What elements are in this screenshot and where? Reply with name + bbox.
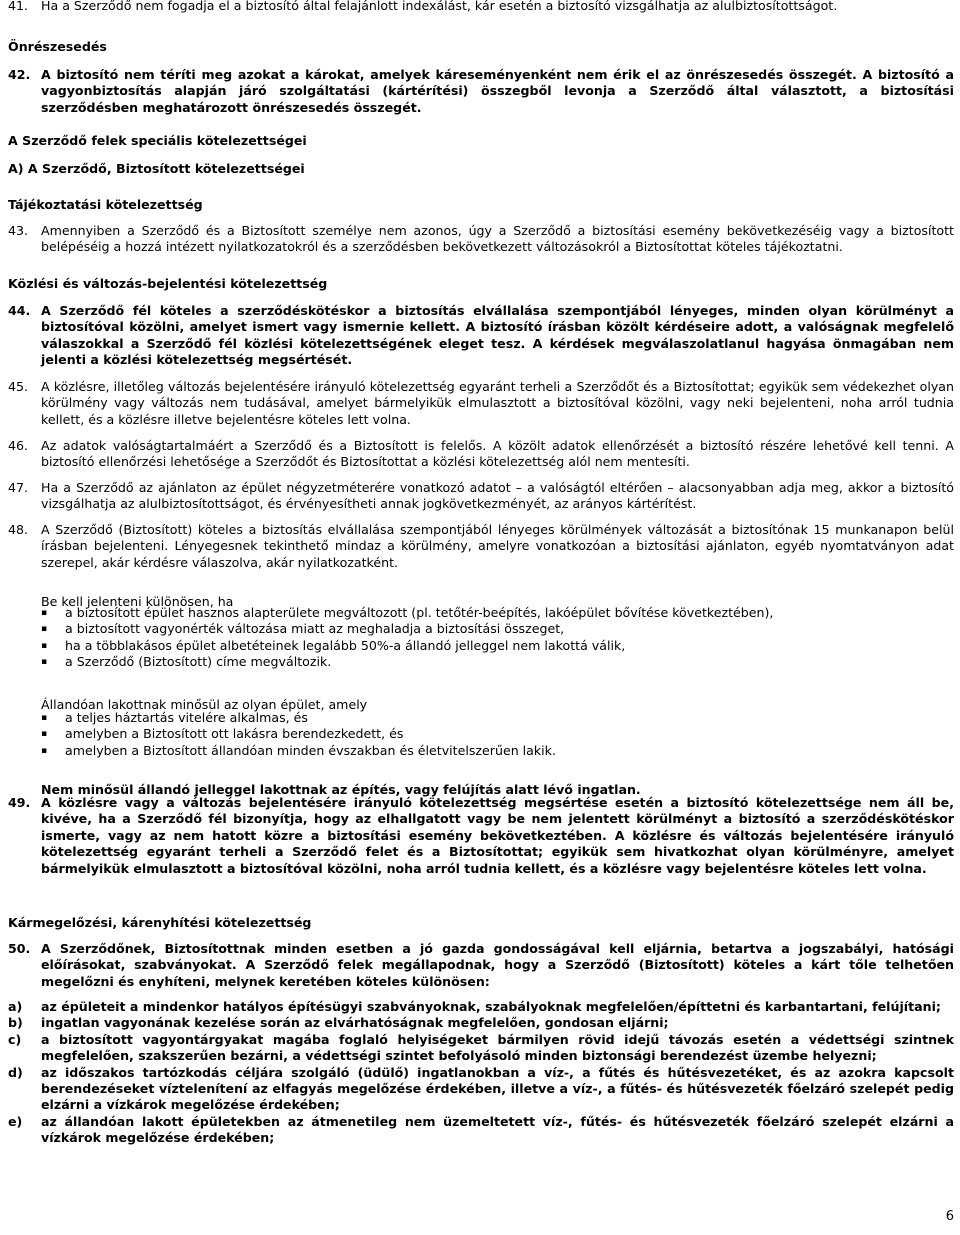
paragraph-text: Amennyiben a Szerződő és a Biztosított személye nem azonos, úgy a Szerződő a biztosítási esemény bekövetkezéséig vagy a biztosított belépéséig a hozzá intézett nyilatkozatokról és a szerződésben bekövetkezett változásokról a Biztosítottat köteles tájékoztatni. <box>41 223 954 255</box>
list-item: ▪ a teljes háztartás vitelére alkalmas, és <box>41 710 308 725</box>
list-item: ▪ a biztosított épület hasznos alapterülete megváltozott (pl. tetőtér-beépítés, lakóépület bővítése következtében), <box>41 605 774 620</box>
paragraph-number: 48. <box>8 522 29 537</box>
paragraph-number: 42. <box>8 67 31 82</box>
note-nem-minosul: Nem minősül állandó jelleggel lakottnak az építés, vagy felújítás alatt lévő ingatlan. <box>41 781 641 797</box>
paragraph-number: 47. <box>8 480 29 495</box>
paragraph-44 <box>8 303 954 369</box>
list-item: ▪ a Szerződő (Biztosított) címe megváltozik. <box>41 654 332 670</box>
paragraph-50 <box>8 941 954 990</box>
paragraph-49 <box>8 795 954 877</box>
paragraph-46 <box>8 438 954 471</box>
paragraph-48 <box>8 522 954 571</box>
bullet-icon: ▪ <box>41 608 48 618</box>
list-marker: d) <box>8 1064 23 1080</box>
list-marker: b) <box>8 1015 23 1031</box>
page-number: 6 <box>945 1209 954 1224</box>
paragraph-text: Ha a Szerződő nem fogadja el a biztosító által felajánlott indexálást, kár esetén a biztosító vizsgálhatja az alulbiztosítottságot. <box>41 0 838 13</box>
paragraph-number: 45. <box>8 379 29 394</box>
bullet-icon: ▪ <box>41 640 48 651</box>
list-item: b) ingatlan vagyonának kezelése során az elvárhatóságnak megfelelően, gondosan eljárni; <box>8 1015 669 1031</box>
paragraph-47 <box>8 480 954 513</box>
bullet-icon: ▪ <box>41 657 48 668</box>
lettered-list-karmegelozes <box>8 999 954 1147</box>
list-item: ▪ ha a többlakásos épület albetéteinek legalább 50%-a állandó jelleggel nem lakottá válik, <box>41 637 626 653</box>
paragraph-text: Ha a Szerződő az ajánlaton az épület négyzetméterére vonatkozó adatot – a valóságtól eltérően – alacsonyabban adja meg, akkor a biztosító vizsgálhatja az alulbiztosítottságot, és érvényesítheti annak jogkövetkezményét, az arányos kártérítést. <box>41 480 954 512</box>
list-marker: a) <box>8 999 23 1014</box>
list-item: e) az állandóan lakott épületekben az átmenetileg nem üzemeltetett víz-, fűtés- és hűtésvezeték főelzáró szelepét elzárni a vízkárok megelőzése érdekében; <box>8 1113 954 1146</box>
bullet-list-bejelentes <box>41 605 954 671</box>
list-item: d) az időszakos tartózkodás céljára szolgáló (üdülő) ingatlanokban a víz-, a fűtés és hűtésvezetéket, és az azokra kapcsolt berendezéseket víztelenítení az elfagyás megelőzése érdekében, illetve a víz-, a fűtés- és hűtésvezeték főelzáró szelepét pedig elzárni a vízkárok megelőzése érdekében; <box>8 1064 954 1113</box>
heading-kozlesi: Közlési és változás-bejelentési kötelezettség <box>8 276 328 291</box>
paragraph-text: A Szerződő (Biztosított) köteles a biztosítás elvállalása szempontjából lényeges körülmények változását a biztosítónak 15 munkanapon belül írásban bejelenteni. Lényegesnek tekinthető mindaz a körülmény, amelyre vonatkozóan a biztosítási ajánlaton, egyéb nyomtatványon adat szerepel, akár kérdésre válaszolva, akár nyilatkozatként. <box>41 522 954 570</box>
paragraph-45 <box>8 379 954 428</box>
paragraph-text: A közlésre vagy a változás bejelentésére irányuló kötelezettség megsértése esetén a biztosító kötelezettsége nem áll be, kivéve, ha a Szerződő fél bizonyítja, hogy az elhallgatott vagy be nem jelentett körülményt a biztosító a szerződéskötéskor ismerte, vagy az nem hatott közre a biztosítási esemény bekövetkeztében. A közlésre és változás bejelentésére irányuló kötelezettség egyaránt terheli a Szerződő felet és a Biztosítottat; egyikük sem hivatkozhat olyan körülményre, amelyet bármelyikük elmulasztott a biztosítóval közölni, noha arról tudnia kellett, és a közlésre vagy bejelentésre köteles lett volna. <box>41 795 954 876</box>
heading-special-obligations: A Szerződő felek speciális kötelezettségei <box>8 133 307 148</box>
bullet-icon: ▪ <box>41 713 48 723</box>
bullet-icon: ▪ <box>41 745 48 756</box>
list-intro-bejelenteni: Be kell jelenteni különösen, ha <box>41 593 234 609</box>
list-item: c) a biztosított vagyontárgyakat magába foglaló helyiségeket bármilyen rövid idejű távozás esetén a védettségi szintnek megfelelően, szakszerűen bezárni, a védettségi szintet befolyásoló minden biztonsági berendezést üzembe helyezni; <box>8 1031 954 1064</box>
heading-section-a: A) A Szerződő, Biztosított kötelezettségei <box>8 161 305 176</box>
bullet-list-allandoan-lakott <box>41 710 954 759</box>
list-marker: c) <box>8 1031 22 1047</box>
bullet-icon: ▪ <box>41 624 48 635</box>
bullet-icon: ▪ <box>41 729 48 740</box>
paragraph-41 <box>8 0 954 14</box>
paragraph-text: A Szerződőnek, Biztosítottnak minden esetben a jó gazda gondosságával kell eljárnia, betartva a jogszabályi, hatósági előírásokat, szabványokat. A Szerződő felek megállapodnak, hogy a Szerződő (Biztosított) köteles a kárt tőle telhetően megelőzni és enyhíteni, melynek keretében köteles különösen: <box>41 941 954 989</box>
paragraph-number: 49. <box>8 795 31 810</box>
paragraph-number: 44. <box>8 303 31 318</box>
paragraph-text: A Szerződő fél köteles a szerződéskötéskor a biztosítás elvállalása szempontjából lényeges, minden olyan körülményt a biztosítóval közölni, amelyet ismert vagy ismernie kellett. A biztosító írásban közölt kérdéseire adott, a valóságnak megfelelő válaszokkal a Szerződő fél közlési kötelezettségének eleget tesz. A kérdések megválaszolatlanul hagyása önmagában nem jelenti a közlési kötelezettség megsértését. <box>41 303 954 368</box>
paragraph-text: Az adatok valóságtartalmáért a Szerződő és a Biztosított is felelős. A közölt adatok ellenőrzését a biztosító részére lehetővé kell tenni. A biztosító ellenőrzési lehetősége a Szerződőt és Biztosítottat a közlési kötelezettség alól nem mentesíti. <box>41 438 954 470</box>
heading-karmegelozesi: Kármegelőzési, kárenyhítési kötelezettség <box>8 915 312 930</box>
paragraph-number: 50. <box>8 941 31 956</box>
paragraph-number: 43. <box>8 223 29 238</box>
paragraph-number: 46. <box>8 438 29 453</box>
paragraph-text: A biztosító nem téríti meg azokat a károkat, amelyek káreseményenként nem érik el az önrészesedés összegét. A biztosító a vagyonbiztosítás alapján járó szolgáltatási (kártérítési) összegből levonja a Szerződő által választott, a biztosítási szerződésben meghatározott önrészesedés összegét. <box>41 67 954 115</box>
heading-onreszesedes: Önrészesedés <box>8 39 107 54</box>
paragraph-text: A közlésre, illetőleg változás bejelentésére irányuló kötelezettség egyaránt terheli a Szerződőt és a Biztosítottat; egyikük sem védekezhet olyan körülmény vagy változás nem tudásával, amelyet bármelyikük elmulasztott a biztosítóval közölni, vagy neki bejelenteni, noha arról tudnia kellett, és a közlésre illetve bejelentésre köteles lett volna. <box>41 379 954 427</box>
list-marker: e) <box>8 1113 23 1129</box>
paragraph-43 <box>8 223 954 256</box>
paragraph-number: 41. <box>8 0 29 13</box>
list-item: ▪ amelyben a Biztosított ott lakásra berendezkedett, és <box>41 726 404 742</box>
paragraph-42 <box>8 67 954 116</box>
list-intro-allandoan-lakott: Állandóan lakottnak minősül az olyan épület, amely <box>41 696 368 712</box>
list-item: ▪ amelyben a Biztosított állandóan minden évszakban és életvitelszerűen lakik. <box>41 742 556 758</box>
list-item: ▪ a biztosított vagyonérték változása miatt az meghaladja a biztosítási összeget, <box>41 621 565 637</box>
heading-tajekoztatasi: Tájékoztatási kötelezettség <box>8 197 203 212</box>
list-item: a) az épületeit a mindenkor hatályos építésügyi szabványoknak, szabályoknak megfelelően/építtetni és karbantartani, felújítani; <box>8 999 941 1014</box>
